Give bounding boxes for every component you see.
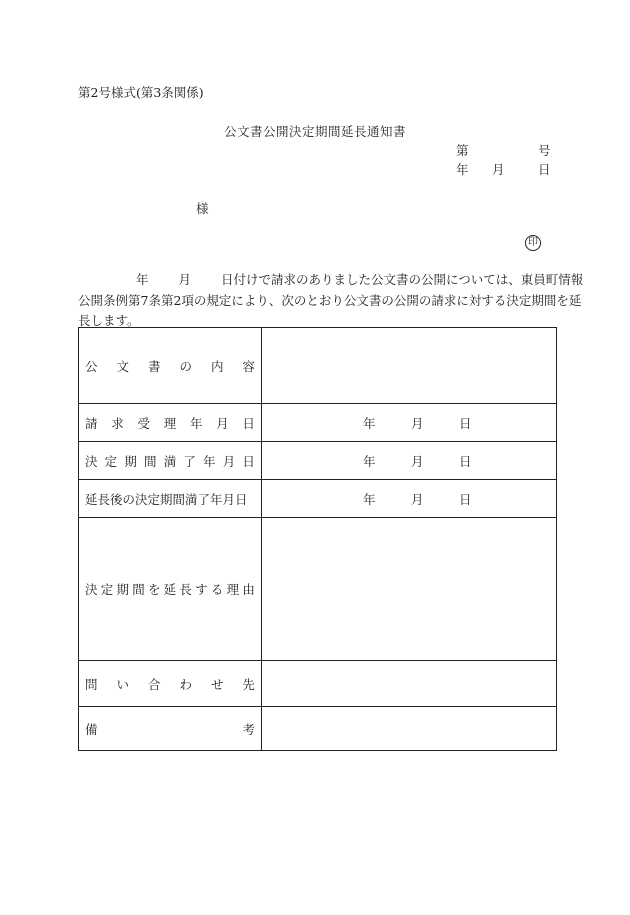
date-year: 年 xyxy=(363,491,376,507)
label-char: 日 xyxy=(242,415,255,431)
label-char: 書 xyxy=(147,358,161,374)
label-char: 日 xyxy=(242,453,255,469)
row-label xyxy=(85,414,255,432)
row-label: 延長後の決定期間満了年月日 xyxy=(85,491,248,507)
date-month: 月 xyxy=(411,491,424,507)
form-number: 第2号様式(第3条関係) xyxy=(78,85,204,100)
label-char: 理 xyxy=(163,415,177,431)
label-char: 公 xyxy=(85,358,98,374)
label-char: す xyxy=(195,582,208,597)
request-date-field[interactable] xyxy=(262,404,557,442)
label-cell xyxy=(79,404,262,442)
table-row-contact xyxy=(79,661,557,707)
table-row-remarks xyxy=(79,707,557,751)
date-day: 日 xyxy=(459,453,472,469)
label-char: 満 xyxy=(163,453,177,469)
label-char: 延 xyxy=(163,582,177,597)
label-char: 合 xyxy=(147,676,161,692)
label-cell xyxy=(79,480,262,518)
label-char: 定 xyxy=(100,582,114,597)
body-line-2: 公開条例第7条第2項の規定により、次のとおり公文書の公開の請求に対する決定期間を延 xyxy=(78,292,582,308)
content-field[interactable] xyxy=(262,328,557,404)
label-char: る xyxy=(210,582,224,597)
label-char: を xyxy=(147,582,161,597)
contact-field[interactable] xyxy=(262,661,557,707)
label-char: 請 xyxy=(85,415,98,431)
row-label xyxy=(85,357,255,375)
label-char: 決 xyxy=(85,453,98,469)
extended-deadline-field[interactable] xyxy=(262,480,557,518)
document-title: 公文書公開決定期間延長通知書 xyxy=(223,124,406,139)
seal-icon: 印 xyxy=(525,235,541,251)
label-char: 容 xyxy=(242,358,255,374)
label-char: 考 xyxy=(242,721,255,737)
number-prefix: 第 xyxy=(456,143,469,158)
body-year: 年 xyxy=(136,272,149,287)
label-char: せ xyxy=(210,676,224,692)
label-cell xyxy=(79,328,262,404)
label-char: 長 xyxy=(179,582,192,597)
deadline-date-field[interactable] xyxy=(262,442,557,480)
table-row-extended-deadline xyxy=(79,480,557,518)
body-text-line1: 日付けで請求のありました公文書の公開については、東員町情報 xyxy=(221,272,584,287)
label-char: 月 xyxy=(222,453,236,469)
date-year: 年 xyxy=(363,415,376,431)
table-row-deadline xyxy=(79,442,557,480)
label-char: 内 xyxy=(210,358,224,374)
label-char: 先 xyxy=(242,676,255,692)
label-char: の xyxy=(179,358,192,374)
number-suffix: 号 xyxy=(538,143,551,158)
label-char: い xyxy=(116,676,129,692)
row-label xyxy=(85,452,255,470)
label-char: 期 xyxy=(116,582,129,597)
table-row-request-date xyxy=(79,404,557,442)
label-char: 期 xyxy=(124,453,137,469)
label-char: 文 xyxy=(116,358,129,374)
label-char: 間 xyxy=(132,582,145,597)
label-char: わ xyxy=(179,676,192,692)
issue-year: 年 xyxy=(456,162,469,177)
label-char: 由 xyxy=(242,582,255,597)
addressee-suffix: 様 xyxy=(196,201,209,216)
row-label xyxy=(85,580,255,598)
date-month: 月 xyxy=(411,453,424,469)
label-char: 月 xyxy=(216,415,229,431)
label-char: 問 xyxy=(85,676,98,692)
label-char: 求 xyxy=(111,415,124,431)
remarks-field[interactable] xyxy=(262,707,557,751)
document-number-line xyxy=(456,141,551,159)
label-cell xyxy=(79,442,262,480)
reason-field[interactable] xyxy=(262,518,557,661)
label-char: 年 xyxy=(203,453,216,469)
body-line-3: 長します。 xyxy=(78,313,140,328)
body-month: 月 xyxy=(178,272,192,287)
issue-date-line xyxy=(456,160,551,178)
label-char: 間 xyxy=(144,453,157,469)
label-char: 定 xyxy=(104,453,118,469)
label-cell xyxy=(79,707,262,751)
date-day: 日 xyxy=(459,415,472,431)
row-label xyxy=(85,720,255,738)
label-char: 了 xyxy=(183,453,196,469)
date-day: 日 xyxy=(459,491,472,507)
label-char: 備 xyxy=(85,721,98,737)
body-text xyxy=(78,270,584,332)
table-row-content xyxy=(79,328,557,404)
label-char: 理 xyxy=(226,582,240,597)
date-month: 月 xyxy=(411,415,424,431)
extension-form-table xyxy=(78,327,557,751)
date-year: 年 xyxy=(363,453,376,469)
label-char: 受 xyxy=(137,415,150,431)
label-cell xyxy=(79,661,262,707)
table-row-reason xyxy=(79,518,557,661)
issue-month: 月 xyxy=(492,162,505,177)
label-char: 決 xyxy=(85,582,98,597)
issue-day: 日 xyxy=(538,162,551,177)
body-line-1 xyxy=(78,270,584,291)
row-label xyxy=(85,675,255,693)
label-char: 年 xyxy=(189,415,203,431)
label-cell xyxy=(79,518,262,661)
